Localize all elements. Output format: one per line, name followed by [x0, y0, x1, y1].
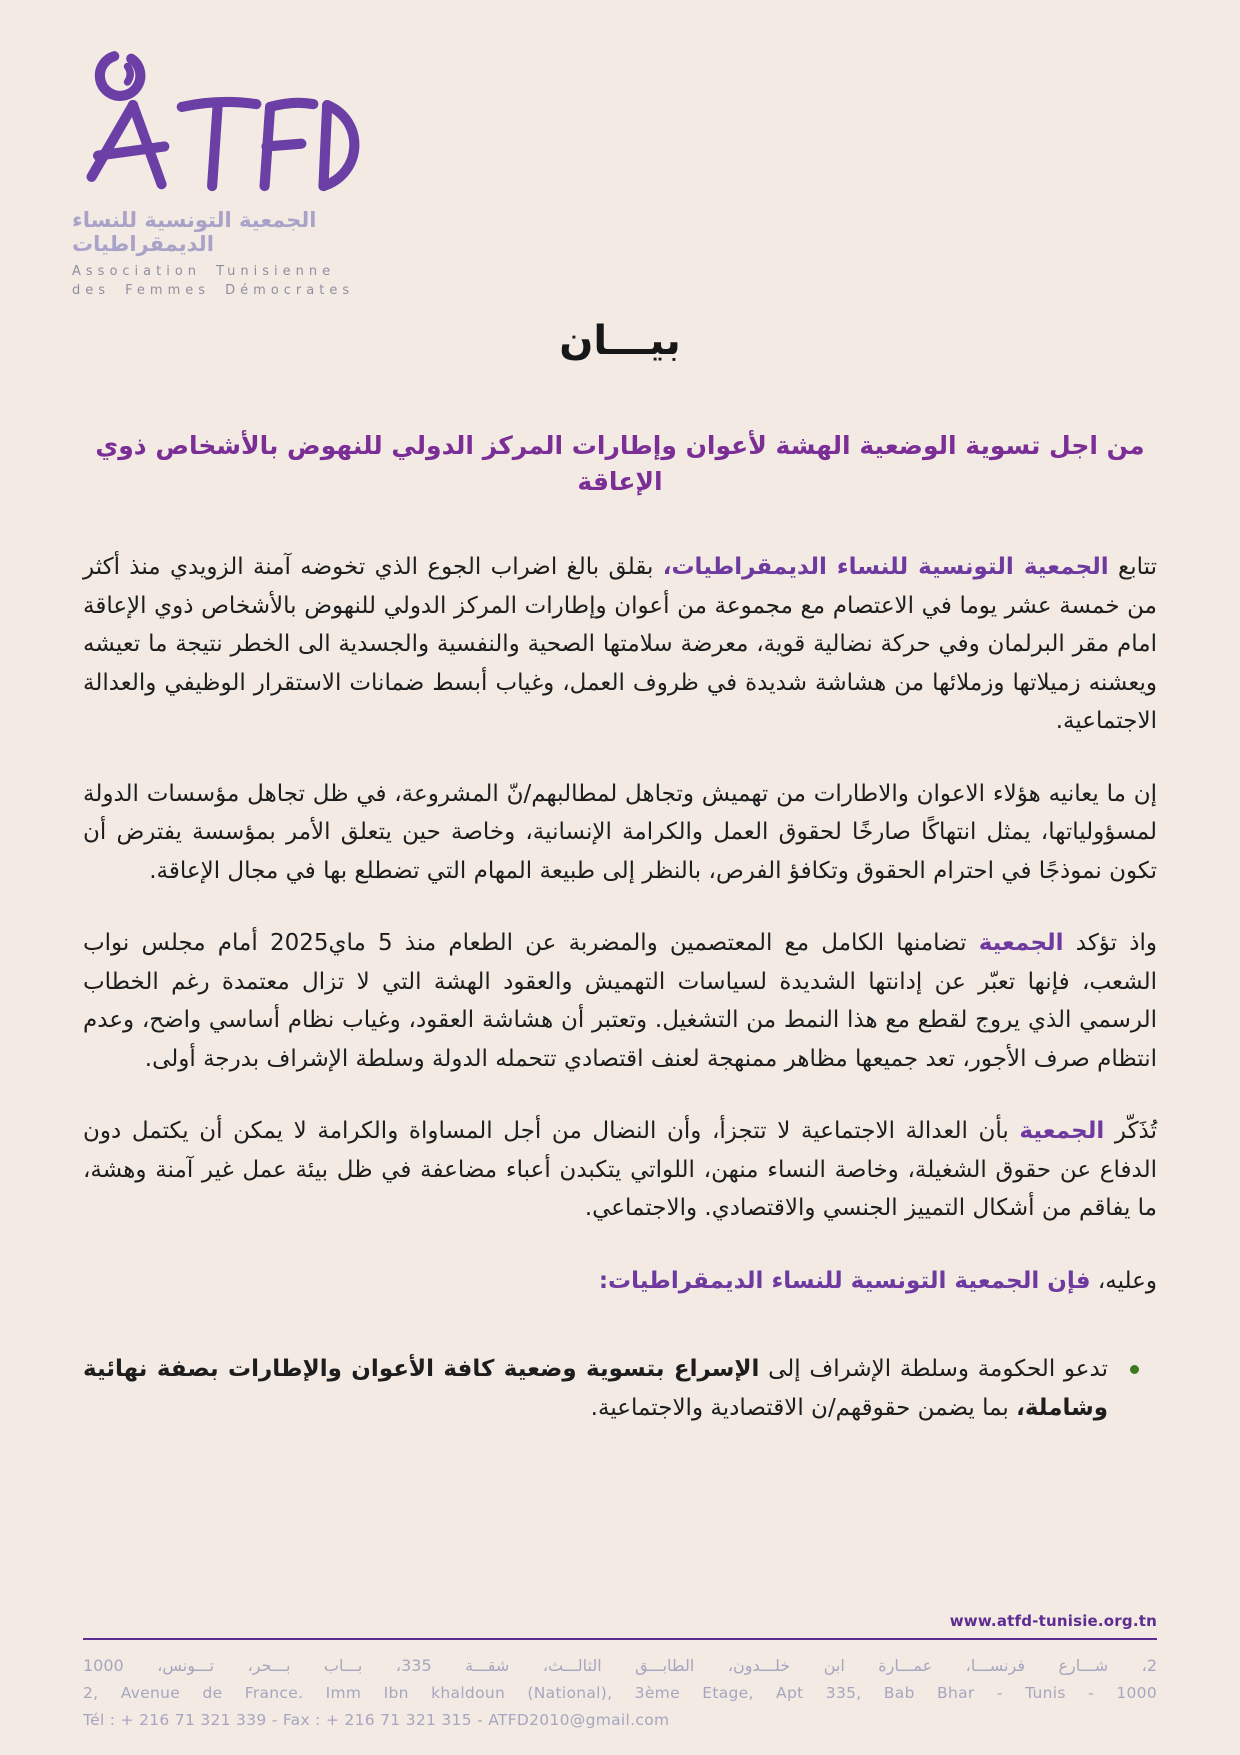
statement-body — [83, 548, 1157, 1427]
paragraph-2: إن ما يعانيه هؤلاء الاعوان والاطارات من تهميش وتجاهل لمطالبهم/نّ المشروعة، في ظل تجاهل مؤسسات الدولة لمسؤولياتها، يمثل انتهاكًا صارخًا لحقوق العمل والكرامة الإنسانية، وخاصة حين يتعلق الأمر بمؤسسة يفترض أن تكون نموذجًا في احترام الحقوق وتكافؤ الفرص، بالنظر إلى طبيعة المهام التي تضطلع بها في مجال الإعاقة. — [83, 780, 1157, 884]
bullet-dot-icon — [1130, 1365, 1139, 1374]
address-french: 2, Avenue de France. Imm Ibn khaldoun (National), 3ème Etage, Apt 335, Bab Bhar - Tunis - 1000 — [83, 1684, 1157, 1702]
logo-arabic-name: الجمعية التونسية للنساء الديمقراطيات — [72, 208, 317, 256]
footer-divider — [83, 1638, 1157, 1640]
logo-latin-line1: Association Tunisienne — [72, 264, 336, 279]
page-title: بيـــان — [559, 318, 681, 364]
footer — [83, 1612, 1157, 1729]
address-arabic: 2، شـــارع فرنســـا، عمـــارة ابن خلـــدون، الطابـــق الثالـــث، شقـــة 335، بـــاب بـــحر، تـــونس، 1000 — [83, 1656, 1157, 1675]
atfd-stick-figure-logo-icon — [72, 48, 367, 198]
logo-latin-name — [72, 262, 402, 300]
bullet-text: تدعو الحكومة وسلطة الإشراف إلى الإسراع بتسوية وضعية كافة الأعوان والإطارات بصفة نهائية وشاملة، بما يضمن حقوقهم/ن الاقتصادية والاجتماعية. — [83, 1356, 1109, 1421]
paragraph-1: تتابع الجمعية التونسية للنساء الديمقراطيات، بقلق بالغ اضراب الجوع الذي تخوضه آمنة الزويدي منذ أكثر من خمسة عشر يوما في الاعتصام مع مجموعة من أعوان وإطارات المركز الدولي للنهوض بالأشخاص ذوي الإعاقة امام مقر البرلمان وفي حركة نضالية قوية، معرضة سلامتها الصحية والنفسية والجسدية الى الخطر نتيجة ما تعيشه ويعشنه زميلاتها وزملائها من هشاشة شديدة في ظروف العمل، وغياب أبسط ضمانات الاستقرار الوظيفي والعدالة الاجتماعية. — [83, 554, 1158, 734]
atfd-logo-block — [72, 48, 402, 300]
closing-line: وعليه، فإن الجمعية التونسية للنساء الديمقراطيات: — [598, 1267, 1157, 1294]
website-url: www.atfd-tunisie.org.tn — [949, 1612, 1157, 1630]
logo-latin-line2: des Femmes Démocrates — [72, 283, 355, 298]
contact-line: Tél : + 216 71 321 339 - Fax : + 216 71 321 315 - ATFD2010@gmail.com — [83, 1711, 670, 1729]
paragraph-3: واذ تؤكد الجمعية تضامنها الكامل مع المعتصمين والمضربة عن الطعام منذ 5 ماي2025 أمام مجلس نواب الشعب، فإنها تعبّر عن إدانتها الشديدة لسياسات التهميش والعقود الهشة التي لا تزال معتمدة رغم الخطاب الرسمي الذي يروج لقطع مع هذا النمط من التشغيل. وتعتبر أن هشاشة العقود، وغياب نظام أساسي واضح، وعدم انتظام صرف الأجور، تعد جميعها مظاهر ممنهجة لعنف اقتصادي تتحمله الدولة وسلطة الإشراف بدرجة أولى. — [83, 930, 1157, 1072]
bullet-item — [83, 1350, 1157, 1427]
paragraph-4: تُذَكّر الجمعية بأن العدالة الاجتماعية لا تتجزأ، وأن النضال من أجل المساواة والكرامة لا يمكن أن يكتمل دون الدفاع عن حقوق الشغيلة، وخاصة النساء منهن، اللواتي يتكبدن أعباء مضاعفة في ظل بيئة عمل غير آمنة وهشة، ما يفاقم من أشكال التمييز الجنسي والاقتصادي. والاجتماعي. — [83, 1118, 1157, 1221]
statement-subtitle: من اجل تسوية الوضعية الهشة لأعوان وإطارات المركز الدولي للنهوض بالأشخاص ذوي الإعاقة — [95, 431, 1145, 496]
